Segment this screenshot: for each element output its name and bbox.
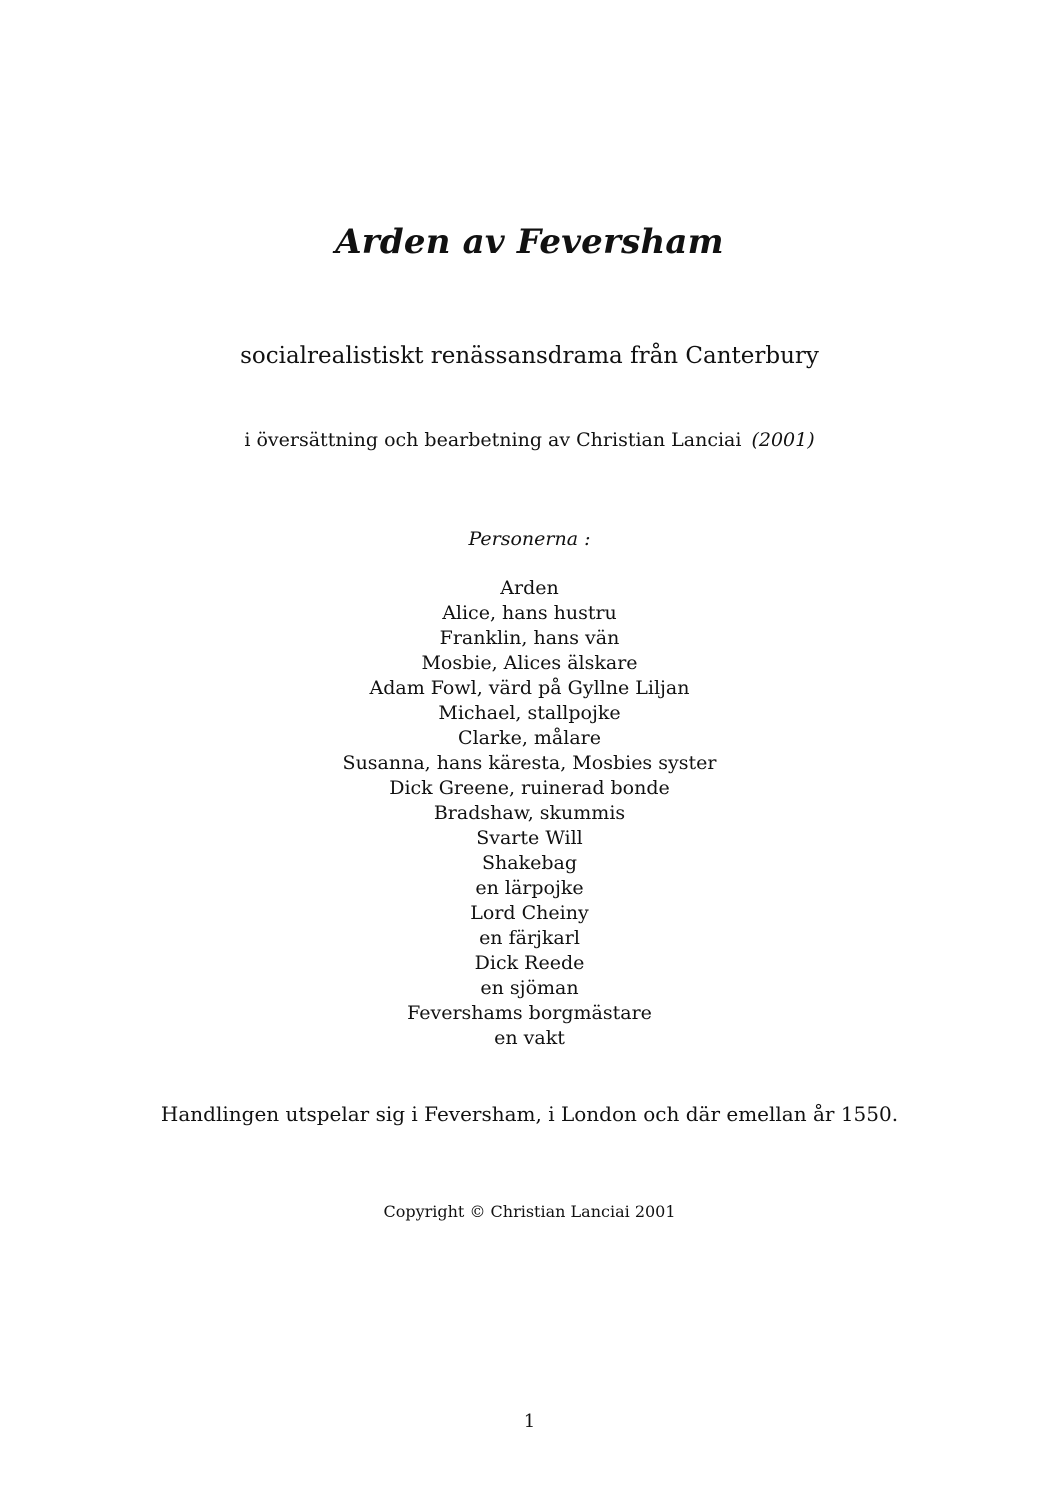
cast-member: Svarte Will [476, 827, 583, 849]
cast-member: en vakt [494, 1027, 565, 1049]
cast-member: Alice, hans hustru [442, 602, 617, 624]
cast-member: en lärpojke [475, 877, 584, 899]
setting-description: Handlingen utspelar sig i Feversham, i London och där emellan år 1550. [160, 1102, 899, 1126]
translation-year: (2001) [751, 429, 815, 451]
cast-member: Dick Reede [474, 952, 585, 974]
cast-member: en sjöman [480, 977, 579, 999]
copyright-notice: Copyright © Christian Lanciai 2001 [383, 1202, 676, 1221]
cast-member: en färjkarl [479, 927, 580, 949]
cast-heading: Personerna : [468, 528, 591, 550]
play-subtitle: socialrealistiskt renässansdrama från Canterbury [240, 343, 819, 369]
cast-member: Fevershams borgmästare [407, 1002, 652, 1024]
cast-member: Adam Fowl, värd på Gyllne Liljan [369, 677, 690, 699]
cast-member: Dick Greene, ruinerad bonde [389, 777, 670, 799]
cast-list [0, 576, 1059, 1051]
cast-member: Clarke, målare [458, 727, 601, 749]
cast-member: Franklin, hans vän [439, 627, 620, 649]
page-number: 1 [523, 1411, 536, 1432]
translation-credit [0, 427, 1059, 453]
cast-member: Shakebag [482, 852, 577, 874]
cast-member: Bradshaw, skummis [433, 802, 626, 824]
cast-member: Mosbie, Alices älskare [421, 652, 638, 674]
translation-text: i översättning och bearbetning av Christian Lanciai [244, 429, 742, 451]
cast-member: Lord Cheiny [470, 902, 589, 924]
play-title: Arden av Feversham [335, 222, 724, 262]
cast-member: Susanna, hans käresta, Mosbies syster [342, 752, 717, 774]
cast-member: Michael, stallpojke [438, 702, 621, 724]
cast-member: Arden [500, 577, 559, 599]
